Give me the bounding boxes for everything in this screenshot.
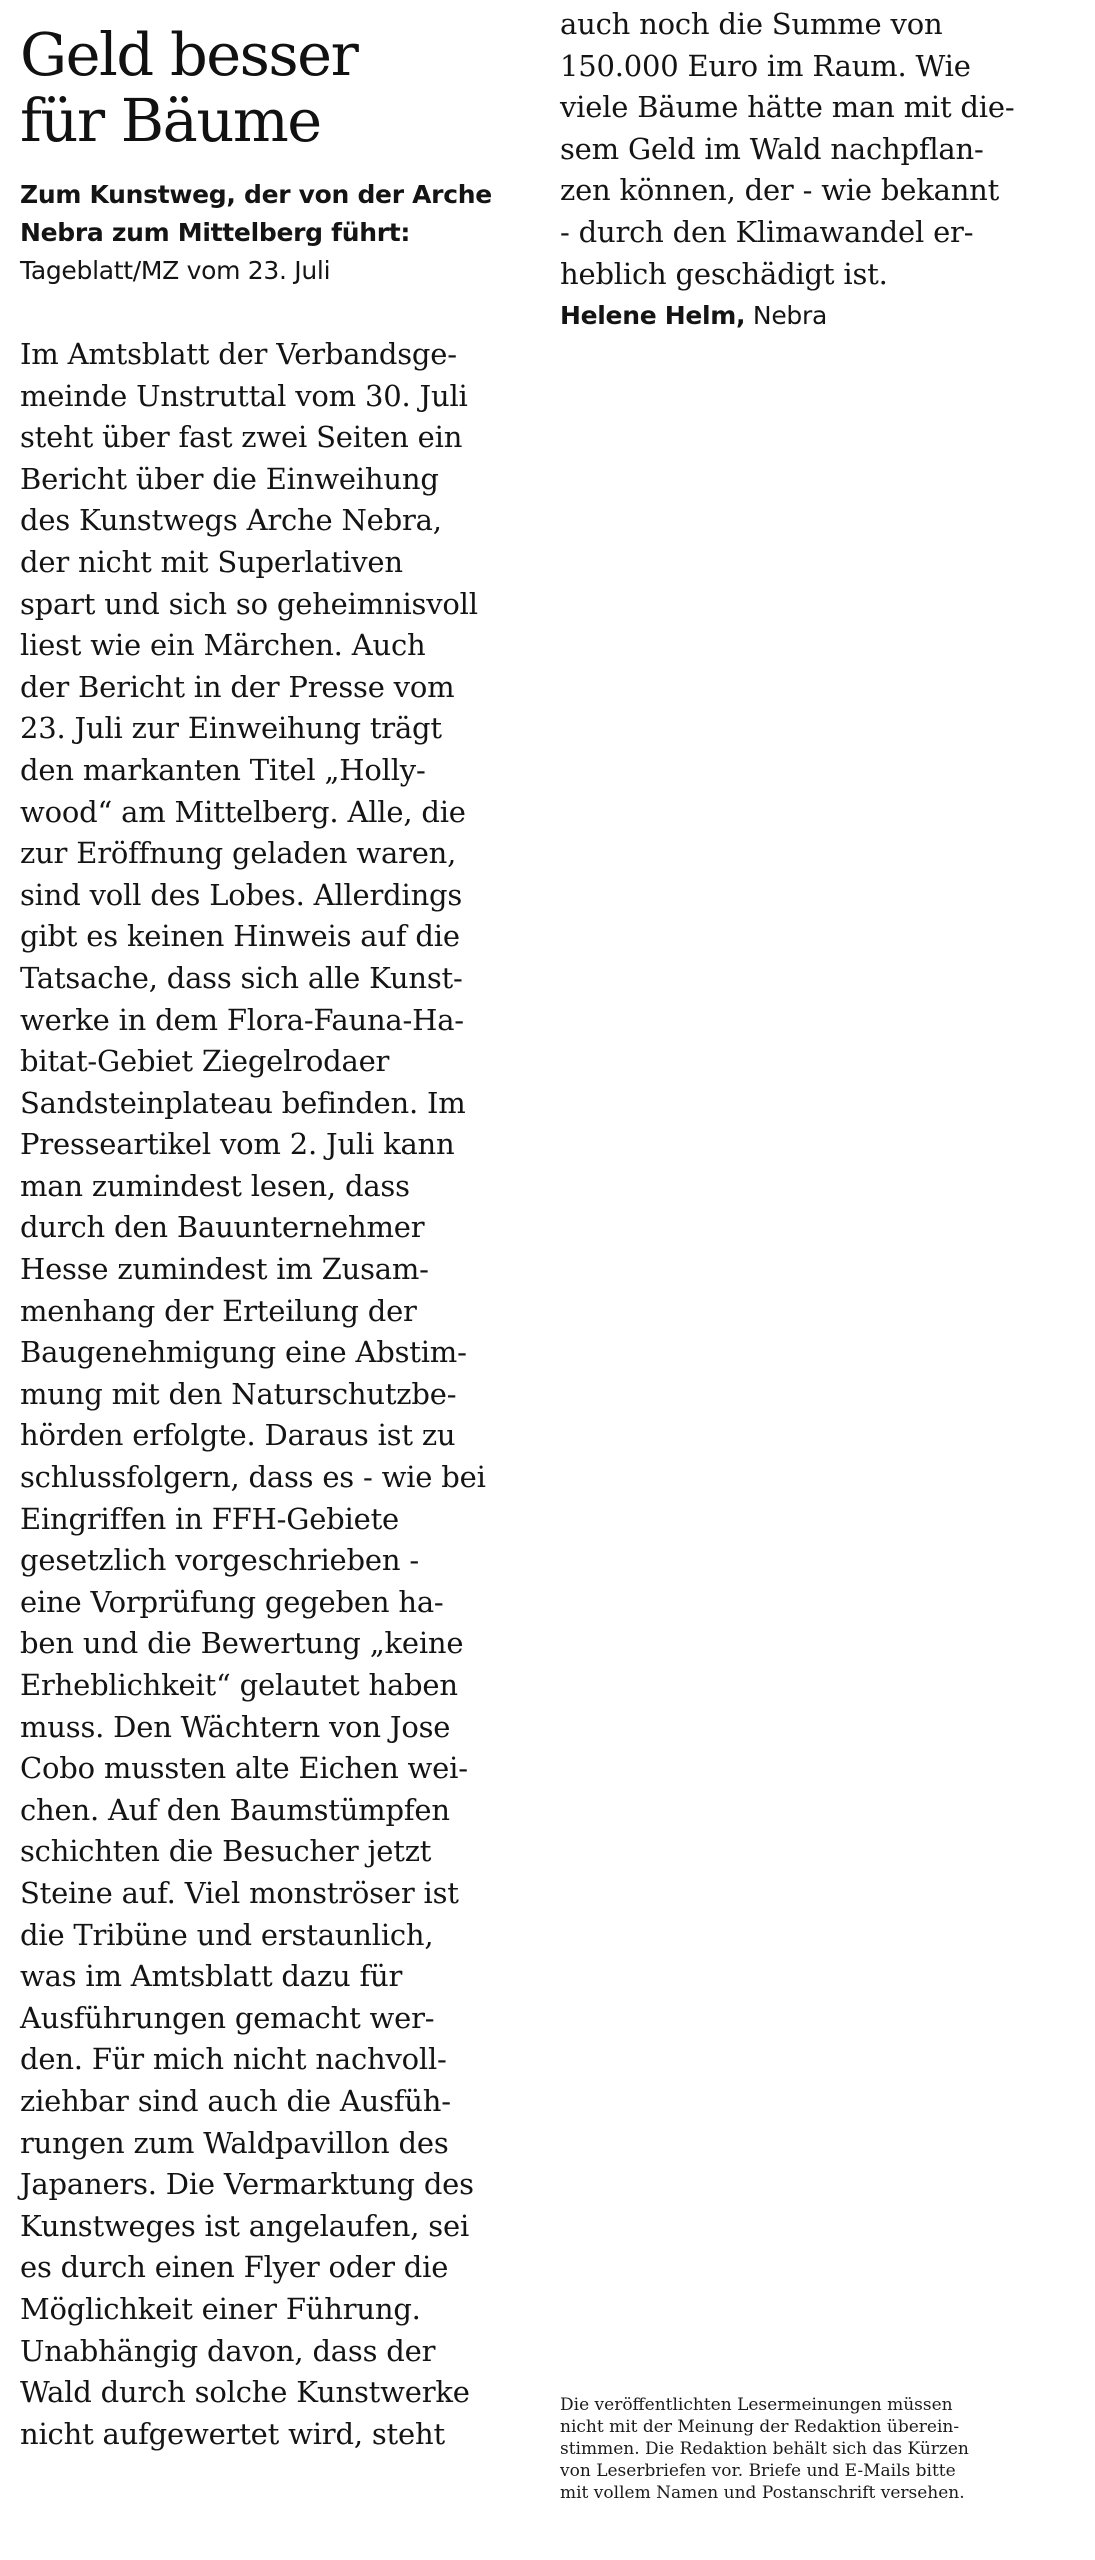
body-line: Steine auf. Viel monströser ist	[20, 1875, 459, 1910]
body-line: menhang der Erteilung der	[20, 1293, 417, 1328]
body-line: ziehbar sind auch die Ausfüh-	[20, 2083, 451, 2118]
body-line: heblich geschädigt ist.	[560, 256, 888, 291]
body-line: spart und sich so geheimnisvoll	[20, 586, 478, 621]
reference-source: Tageblatt/MZ vom 23. Juli	[20, 256, 331, 285]
body-line: - durch den Klimawandel er-	[560, 214, 974, 249]
letter-body-right	[560, 4, 1075, 295]
body-line: 23. Juli zur Einweihung trägt	[20, 711, 442, 746]
body-line: Sandsteinplateau befinden. Im	[20, 1085, 466, 1120]
headline-line: Geld besser	[20, 20, 358, 89]
body-line: des Kunstwegs Arche Nebra,	[20, 503, 442, 538]
body-line: schlussfolgern, dass es - wie bei	[20, 1460, 486, 1495]
body-line: Im Amtsblatt der Verbandsge-	[20, 337, 457, 371]
author-place: Nebra	[752, 301, 827, 331]
body-line: Bericht über die Einweihung	[20, 461, 439, 496]
body-line: schichten die Besucher jetzt	[20, 1834, 432, 1869]
body-line: 150.000 Euro im Raum. Wie	[560, 48, 971, 83]
body-line: der Bericht in der Presse vom	[20, 669, 455, 704]
letter-body-left	[20, 334, 540, 2455]
headline-line: für Bäume	[20, 86, 321, 155]
body-line: liest wie ein Märchen. Auch	[20, 628, 426, 663]
body-line: den markanten Titel „Holly-	[20, 752, 426, 787]
body-line: chen. Auf den Baumstümpfen	[20, 1792, 450, 1827]
body-line: Presseartikel vom 2. Juli kann	[20, 1127, 455, 1162]
body-line: steht über fast zwei Seiten ein	[20, 420, 463, 455]
article-reference	[20, 176, 540, 252]
body-line: der nicht mit Superlativen	[20, 544, 403, 579]
body-line: ben und die Bewertung „keine	[20, 1626, 464, 1661]
body-line: nicht aufgewertet wird, steht	[20, 2416, 445, 2451]
disclaimer-line: von Leserbriefen vor. Briefe und E-Mails bitte	[560, 2461, 956, 2481]
body-line: muss. Den Wächtern von Jose	[20, 1709, 451, 1744]
reference-line: Nebra zum Mittelberg führt:	[20, 218, 411, 247]
body-line: es durch einen Flyer oder die	[20, 2250, 449, 2285]
body-line: Kunstweges ist angelaufen, sei	[20, 2208, 470, 2243]
disclaimer-line: Die veröffentlichten Lesermeinungen müssen	[560, 2395, 953, 2415]
body-line: Baugenehmigung eine Abstim-	[20, 1335, 467, 1370]
headline	[20, 22, 540, 154]
disclaimer-line: stimmen. Die Redaktion behält sich das Kürzen	[560, 2439, 969, 2459]
body-line: Eingriffen in FFH-Gebiete	[20, 1501, 399, 1536]
body-line: auch noch die Summe von	[560, 7, 943, 41]
body-line: man zumindest lesen, dass	[20, 1168, 410, 1203]
body-line: sem Geld im Wald nachpflan-	[560, 131, 984, 166]
editorial-disclaimer	[560, 2394, 969, 2504]
right-column	[560, 0, 1075, 2560]
body-line: durch den Bauunternehmer	[20, 1210, 425, 1245]
body-line: Ausführungen gemacht wer-	[20, 2000, 435, 2035]
body-line: Tatsache, dass sich alle Kunst-	[20, 960, 463, 995]
author-name: Helene Helm,	[560, 301, 746, 331]
body-line: den. Für mich nicht nachvoll-	[20, 2042, 447, 2077]
body-line: Möglichkeit einer Führung.	[20, 2291, 421, 2326]
left-column	[20, 0, 540, 2455]
body-line: Erheblichkeit“ gelautet haben	[20, 1668, 458, 1702]
body-line: zen können, der - wie bekannt	[560, 173, 1000, 208]
body-line: bitat-Gebiet Ziegelrodaer	[20, 1044, 390, 1079]
body-line: werke in dem Flora-Fauna-Ha-	[20, 1002, 464, 1037]
body-line: viele Bäume hätte man mit die-	[560, 90, 1015, 125]
body-line: gibt es keinen Hinweis auf die	[20, 919, 460, 954]
body-line: Japaners. Die Vermarktung des	[20, 2167, 474, 2202]
disclaimer-line: nicht mit der Meinung der Redaktion überein-	[560, 2417, 960, 2437]
body-line: Cobo mussten alte Eichen wei-	[20, 1751, 468, 1786]
body-line: Hesse zumindest im Zusam-	[20, 1252, 429, 1287]
body-line: meinde Unstruttal vom 30. Juli	[20, 378, 468, 413]
body-line: gesetzlich vorgeschrieben -	[20, 1543, 419, 1578]
body-line: mung mit den Naturschutzbe-	[20, 1376, 457, 1411]
body-line: sind voll des Lobes. Allerdings	[20, 877, 463, 912]
signature	[560, 297, 1075, 335]
body-line: rungen zum Waldpavillon des	[20, 2125, 449, 2160]
body-line: Wald durch solche Kunstwerke	[20, 2375, 470, 2410]
body-line: hörden erfolgte. Daraus ist zu	[20, 1418, 456, 1453]
reference-line: Zum Kunstweg, der von der Arche	[20, 180, 492, 209]
body-line: Unabhängig davon, dass der	[20, 2333, 436, 2368]
body-line: die Tribüne und erstaunlich,	[20, 1917, 434, 1952]
disclaimer-line: mit vollem Namen und Postanschrift versehen.	[560, 2483, 965, 2503]
body-line: wood“ am Mittelberg. Alle, die	[20, 794, 466, 829]
body-line: was im Amtsblatt dazu für	[20, 1959, 403, 1994]
body-line: eine Vorprüfung gegeben ha-	[20, 1584, 444, 1619]
body-line: zur Eröffnung geladen waren,	[20, 836, 457, 871]
